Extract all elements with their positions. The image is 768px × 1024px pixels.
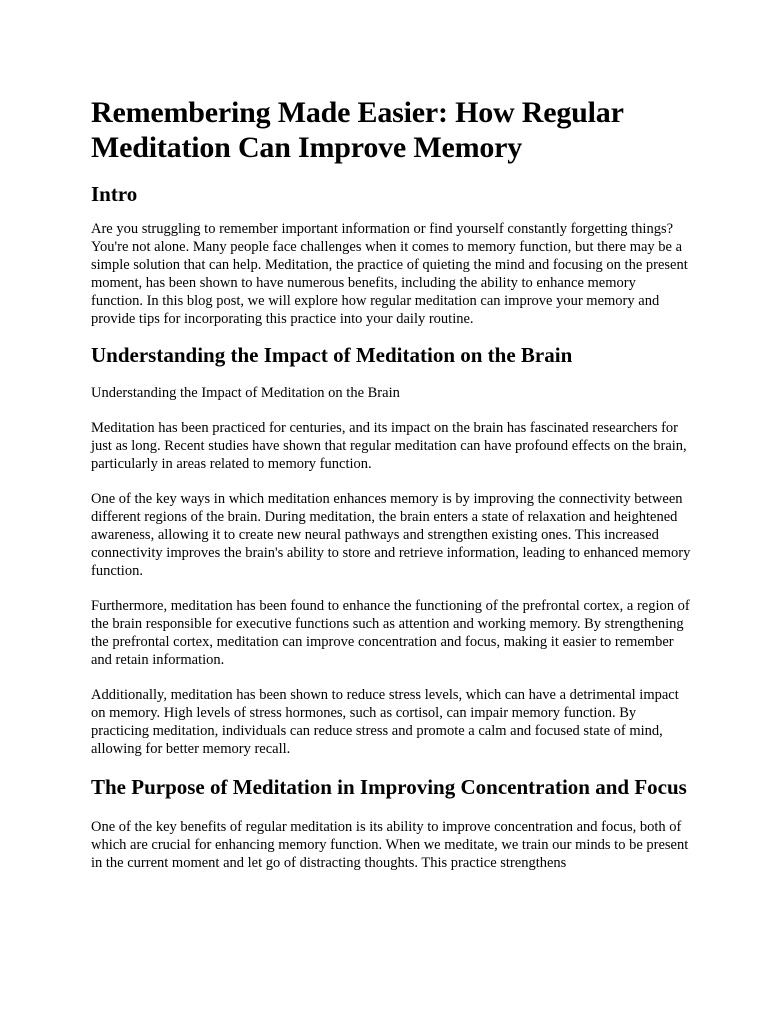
document-page bbox=[91, 95, 691, 872]
page-title: Remembering Made Easier: How Regular Meditation Can Improve Memory bbox=[91, 96, 624, 164]
paragraph-connectivity: One of the key ways in which meditation enhances memory is by improving the connectivity between different regions of the brain. During meditation, the brain enters a state of relaxation and heightened awareness, allowing it to create new neural pathways and strengthen existing ones. This increased connectivity improves the brain's ability to store and retrieve information, leading to enhanced memory function. bbox=[91, 491, 691, 579]
intro-paragraph: Are you struggling to remember important information or find yourself constantly forgetting things? You're not alone. Many people face challenges when it comes to memory function, but there may be a simple solution that can help. Meditation, the practice of quieting the mind and focusing on the present moment, has been shown to have numerous benefits, including the ability to enhance memory function. In this blog post, we will explore how regular meditation can improve your memory and provide tips for incorporating this practice into your daily routine. bbox=[91, 221, 688, 327]
section-heading-intro: Intro bbox=[91, 182, 138, 206]
paragraph-stress: Additionally, meditation has been shown to reduce stress levels, which can have a detrimental impact on memory. High levels of stress hormones, such as cortisol, can impair memory function. By practicing meditation, individuals can reduce stress and promote a calm and focused state of mind, allowing for better memory recall. bbox=[91, 687, 679, 757]
section-heading-brain-impact: Understanding the Impact of Meditation on the Brain bbox=[91, 343, 573, 367]
paragraph-concentration: One of the key benefits of regular meditation is its ability to improve concentration and focus, both of which are crucial for enhancing memory function. When we meditate, we train our minds to be present in the current moment and let go of distracting thoughts. This practice strengthens bbox=[91, 819, 689, 871]
paragraph-prefrontal-cortex: Furthermore, meditation has been found to enhance the functioning of the prefrontal cortex, a region of the brain responsible for executive functions such as attention and working memory. By strengthening the prefrontal cortex, meditation can improve concentration and focus, making it easier to remember and retain information. bbox=[91, 598, 690, 668]
paragraph-centuries: Meditation has been practiced for centuries, and its impact on the brain has fascinated researchers for just as long. Recent studies have shown that regular meditation can have profound effects on the brain, particularly in areas related to memory function. bbox=[91, 420, 687, 472]
section-heading-concentration: The Purpose of Meditation in Improving Concentration and Focus bbox=[91, 775, 687, 799]
section-subtitle-brain-impact: Understanding the Impact of Meditation on the Brain bbox=[91, 385, 400, 401]
